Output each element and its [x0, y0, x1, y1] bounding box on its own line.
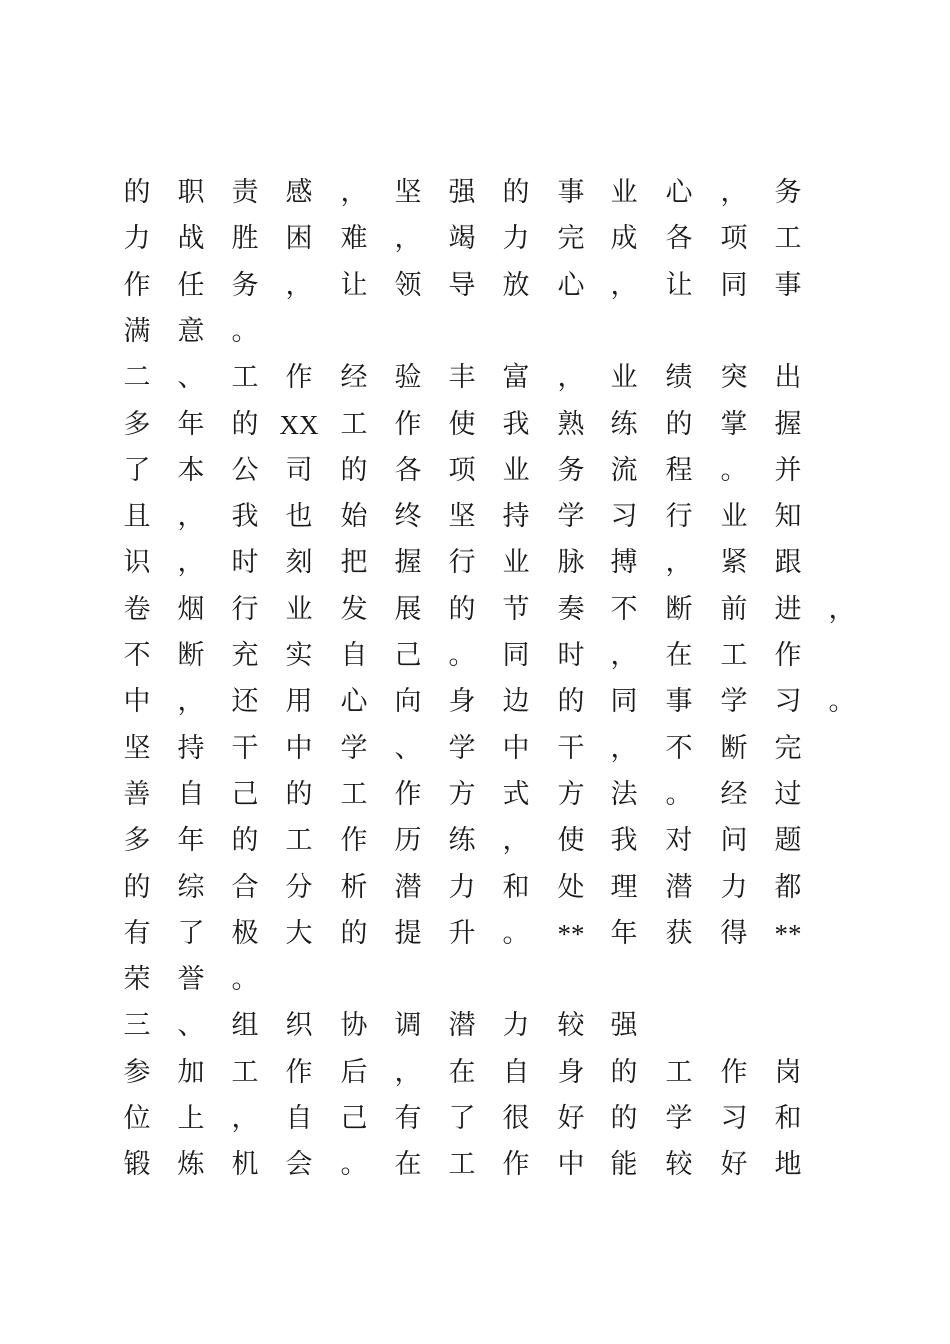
text-char: 练 — [448, 825, 476, 857]
text-char: 力 — [502, 223, 530, 255]
text-char: 较 — [665, 1149, 693, 1181]
text-char: 问 — [720, 825, 748, 857]
text-char: 烟 — [177, 593, 205, 625]
text-line — [0, 865, 950, 911]
text-char: 领 — [394, 269, 422, 301]
text-char: 让 — [340, 269, 368, 301]
text-char: 工 — [340, 778, 368, 810]
text-char: 不 — [610, 593, 638, 625]
text-char: 司 — [285, 454, 313, 486]
text-char: 的 — [610, 1103, 638, 1134]
text-char: 能 — [610, 1149, 638, 1181]
text-line — [0, 1050, 950, 1096]
text-char: 誉 — [177, 964, 205, 996]
text-char: 验 — [394, 362, 422, 394]
text-line — [0, 355, 950, 401]
text-char: 干 — [557, 732, 585, 764]
text-char: 掌 — [720, 408, 748, 440]
text-char: 作 — [285, 1056, 313, 1088]
text-line — [0, 263, 950, 309]
text-char: 本 — [177, 454, 205, 486]
text-char: 出 — [774, 362, 802, 394]
text-char: 导 — [448, 269, 476, 301]
text-char: ， — [285, 269, 313, 301]
text-char: 各 — [394, 454, 422, 486]
text-char: 的 — [123, 177, 151, 208]
text-char: 力 — [720, 871, 748, 903]
text-char: ， — [557, 362, 585, 394]
text-char: 同 — [720, 269, 748, 301]
text-char: ， — [720, 177, 748, 208]
text-char: 。 — [231, 964, 259, 996]
text-char: 组 — [231, 1010, 259, 1042]
text-char: 完 — [774, 732, 802, 764]
text-char: 握 — [394, 547, 422, 579]
text-char: 的 — [448, 593, 476, 625]
text-char: 心 — [665, 177, 693, 208]
text-char: 工 — [665, 1056, 693, 1088]
text-char: 展 — [394, 593, 422, 625]
text-char: 了 — [123, 454, 151, 486]
text-char: 紧 — [720, 547, 748, 579]
text-line — [0, 1142, 950, 1188]
text-char: 卷 — [123, 593, 151, 625]
text-char: ， — [177, 686, 205, 718]
text-char: 很 — [502, 1103, 530, 1134]
text-char: 、 — [394, 732, 422, 764]
text-char: ， — [340, 177, 368, 208]
text-char: 的 — [610, 1056, 638, 1088]
text-char: ， — [177, 547, 205, 579]
text-char: 知 — [774, 501, 802, 533]
text-char: 发 — [340, 593, 368, 625]
text-char: 作 — [394, 408, 422, 440]
text-char: 搏 — [610, 547, 638, 579]
text-char: 工 — [720, 640, 748, 671]
text-line — [0, 957, 950, 1003]
text-char: 分 — [285, 871, 313, 903]
text-char: 了 — [177, 917, 205, 949]
text-char: 地 — [774, 1149, 802, 1181]
text-char: 向 — [394, 686, 422, 718]
text-line — [0, 1003, 950, 1049]
text-char: 合 — [231, 871, 259, 903]
text-char: 机 — [231, 1149, 259, 1181]
text-char: 的 — [285, 778, 313, 810]
text-char: 学 — [340, 732, 368, 764]
text-char: 多 — [123, 825, 151, 857]
text-char: ** — [557, 918, 585, 949]
text-char: 的 — [665, 408, 693, 440]
text-char: 的 — [557, 686, 585, 718]
text-char: 身 — [557, 1056, 585, 1088]
text-char: 过 — [774, 778, 802, 810]
text-char: 成 — [610, 223, 638, 255]
text-line — [0, 448, 950, 494]
text-char: 织 — [285, 1010, 313, 1042]
text-char: 工 — [231, 1056, 259, 1088]
text-char: 善 — [123, 778, 151, 810]
text-char: 潜 — [394, 871, 422, 903]
text-char: ， — [177, 501, 205, 533]
text-char: 己 — [394, 640, 422, 671]
text-char: 自 — [177, 778, 205, 810]
text-char: 习 — [774, 686, 802, 718]
text-char: 意 — [177, 315, 205, 347]
text-char: 学 — [665, 1103, 693, 1134]
text-char: 也 — [285, 501, 313, 533]
text-char: 锻 — [123, 1149, 151, 1181]
text-char: 自 — [340, 640, 368, 671]
text-char: 式 — [502, 778, 530, 810]
text-char: 熟 — [557, 408, 585, 440]
text-char: 干 — [231, 732, 259, 764]
text-char: 参 — [123, 1056, 151, 1088]
text-char: 使 — [448, 408, 476, 440]
text-char: 胜 — [231, 223, 259, 255]
text-char: 处 — [557, 871, 585, 903]
text-char: 自 — [285, 1103, 313, 1134]
text-line — [0, 494, 950, 540]
text-char: 务 — [774, 177, 802, 208]
text-char: 工 — [340, 408, 368, 440]
text-char: 坚 — [394, 177, 422, 208]
text-char: 极 — [231, 917, 259, 949]
text-char: 坚 — [123, 732, 151, 764]
text-char: 的 — [123, 871, 151, 903]
text-char: 后 — [340, 1056, 368, 1088]
text-char: 。 — [828, 686, 856, 718]
text-char: 职 — [177, 177, 205, 208]
text-char: 了 — [448, 1103, 476, 1134]
text-char: 我 — [502, 408, 530, 440]
text-char: 项 — [720, 223, 748, 255]
text-char: 丰 — [448, 362, 476, 394]
text-char: 、 — [177, 362, 205, 394]
text-char: 经 — [720, 778, 748, 810]
text-char: 我 — [610, 825, 638, 857]
text-char: 炼 — [177, 1149, 205, 1181]
text-char: 学 — [557, 501, 585, 533]
text-char: 时 — [231, 547, 259, 579]
text-char: ， — [394, 223, 422, 255]
text-char: 的 — [231, 825, 259, 857]
text-char: ， — [502, 825, 530, 857]
text-char: 各 — [665, 223, 693, 255]
text-char: 同 — [610, 686, 638, 718]
text-char: 学 — [720, 686, 748, 718]
text-char: 业 — [502, 547, 530, 579]
text-char: 程 — [665, 454, 693, 486]
text-char: 使 — [557, 825, 585, 857]
text-line — [0, 540, 950, 586]
text-char: 持 — [177, 732, 205, 764]
text-char: 力 — [123, 223, 151, 255]
text-char: 上 — [177, 1103, 205, 1134]
text-char: XX — [279, 409, 319, 440]
text-char: 习 — [610, 501, 638, 533]
text-char: 有 — [123, 917, 151, 949]
text-char: 较 — [557, 1010, 585, 1042]
text-char: 奏 — [557, 593, 585, 625]
text-char: 作 — [123, 269, 151, 301]
text-char: 断 — [665, 593, 693, 625]
text-char: 多 — [123, 408, 151, 440]
text-char: 刻 — [285, 547, 313, 579]
text-char: 务 — [557, 454, 585, 486]
text-char: 业 — [285, 593, 313, 625]
text-char: 己 — [340, 1103, 368, 1134]
text-char: 识 — [123, 547, 151, 579]
text-char: 在 — [448, 1056, 476, 1088]
text-char: 公 — [231, 454, 259, 486]
text-char: 己 — [231, 778, 259, 810]
text-line — [0, 726, 950, 772]
text-char: 工 — [448, 1149, 476, 1181]
text-char: 边 — [502, 686, 530, 718]
text-char: 年 — [177, 825, 205, 857]
text-line — [0, 772, 950, 818]
text-char: 强 — [448, 177, 476, 208]
text-char: 力 — [448, 871, 476, 903]
text-char: 在 — [394, 1149, 422, 1181]
text-char: 年 — [610, 917, 638, 949]
text-char: 自 — [502, 1056, 530, 1088]
text-char: 的 — [231, 408, 259, 440]
text-char: 断 — [177, 640, 205, 671]
text-char: 不 — [665, 732, 693, 764]
text-char: ， — [610, 732, 638, 764]
text-char: 跟 — [774, 547, 802, 579]
text-char: 作 — [340, 825, 368, 857]
text-char: 。 — [231, 315, 259, 347]
text-char: 实 — [285, 640, 313, 671]
text-char: 。 — [502, 917, 530, 949]
text-char: 理 — [610, 871, 638, 903]
text-char: 得 — [720, 917, 748, 949]
text-line — [0, 911, 950, 957]
text-char: 习 — [720, 1103, 748, 1134]
text-char: 都 — [774, 871, 802, 903]
text-char: 事 — [774, 269, 802, 301]
text-char: 事 — [665, 686, 693, 718]
text-char: 潜 — [448, 1010, 476, 1042]
text-char: 会 — [285, 1149, 313, 1181]
text-char: 竭 — [448, 223, 476, 255]
text-char: 好 — [720, 1149, 748, 1181]
text-char: 项 — [448, 454, 476, 486]
text-char: 在 — [665, 640, 693, 671]
text-char: 好 — [557, 1103, 585, 1134]
text-char: ， — [231, 1103, 259, 1134]
text-char: 坚 — [448, 501, 476, 533]
text-char: 大 — [285, 917, 313, 949]
text-char: 富 — [502, 362, 530, 394]
text-char: ** — [774, 918, 802, 949]
text-char: 并 — [774, 454, 802, 486]
text-char: 握 — [774, 408, 802, 440]
text-char: 行 — [448, 547, 476, 579]
text-char: 和 — [502, 871, 530, 903]
text-char: 年 — [177, 408, 205, 440]
text-char: 行 — [231, 593, 259, 625]
text-char: 让 — [665, 269, 693, 301]
text-char: 中 — [123, 686, 151, 718]
text-char: 综 — [177, 871, 205, 903]
text-char: 中 — [502, 732, 530, 764]
text-char: ， — [665, 547, 693, 579]
text-char: 心 — [340, 686, 368, 718]
text-char: 作 — [502, 1149, 530, 1181]
text-char: 作 — [285, 362, 313, 394]
text-line — [0, 309, 950, 355]
text-char: 历 — [394, 825, 422, 857]
text-char: 。 — [340, 1149, 368, 1181]
text-char: 和 — [774, 1103, 802, 1134]
text-char: ， — [610, 269, 638, 301]
text-char: 获 — [665, 917, 693, 949]
text-line — [0, 216, 950, 262]
text-char: 绩 — [665, 362, 693, 394]
text-char: 务 — [231, 269, 259, 301]
text-char: 不 — [123, 640, 151, 671]
text-char: 方 — [557, 778, 585, 810]
text-char: 中 — [285, 732, 313, 764]
text-char: 行 — [665, 501, 693, 533]
text-char: 困 — [285, 223, 313, 255]
text-char: ， — [394, 1056, 422, 1088]
text-char: 始 — [340, 501, 368, 533]
text-char: 。 — [448, 640, 476, 671]
text-line — [0, 170, 950, 216]
text-line — [0, 587, 950, 633]
text-char: 潜 — [665, 871, 693, 903]
text-line — [0, 1096, 950, 1142]
text-char: 时 — [557, 640, 585, 671]
text-char: 还 — [231, 686, 259, 718]
text-char: 持 — [502, 501, 530, 533]
text-char: 对 — [665, 825, 693, 857]
text-char: 加 — [177, 1056, 205, 1088]
text-line — [0, 402, 950, 448]
text-char: 升 — [448, 917, 476, 949]
text-char: 。 — [720, 454, 748, 486]
text-char: 突 — [720, 362, 748, 394]
text-char: 完 — [557, 223, 585, 255]
text-char: 。 — [665, 778, 693, 810]
text-char: 作 — [394, 778, 422, 810]
text-char: 业 — [502, 454, 530, 486]
text-char: 、 — [177, 1010, 205, 1042]
text-char: 荣 — [123, 964, 151, 996]
text-char: 工 — [774, 223, 802, 255]
text-char: 工 — [285, 825, 313, 857]
text-char: 业 — [720, 501, 748, 533]
text-char: 的 — [340, 917, 368, 949]
text-char: 学 — [448, 732, 476, 764]
text-char: 进 — [774, 593, 802, 625]
text-char: 经 — [340, 362, 368, 394]
text-char: 把 — [340, 547, 368, 579]
text-char: 的 — [502, 177, 530, 208]
text-char: 任 — [177, 269, 205, 301]
text-char: 事 — [557, 177, 585, 208]
text-line — [0, 633, 950, 679]
text-char: 放 — [502, 269, 530, 301]
text-char: 题 — [774, 825, 802, 857]
text-char: 作 — [774, 640, 802, 671]
text-char: 作 — [720, 1056, 748, 1088]
text-char: 满 — [123, 315, 151, 347]
text-char: 我 — [231, 501, 259, 533]
text-char: 三 — [123, 1010, 151, 1042]
text-char: 的 — [340, 454, 368, 486]
text-char: 流 — [610, 454, 638, 486]
text-char: 提 — [394, 917, 422, 949]
text-char: 业 — [610, 177, 638, 208]
text-char: 身 — [448, 686, 476, 718]
text-char: 心 — [557, 269, 585, 301]
text-char: 且 — [123, 501, 151, 533]
text-char: 脉 — [557, 547, 585, 579]
text-char: 充 — [231, 640, 259, 671]
text-char: 前 — [720, 593, 748, 625]
text-char: 用 — [285, 686, 313, 718]
text-char: 析 — [340, 871, 368, 903]
text-char: ， — [610, 640, 638, 671]
text-char: 法 — [610, 778, 638, 810]
text-char: 强 — [610, 1010, 638, 1042]
text-char: 工 — [231, 362, 259, 394]
text-char: 责 — [231, 177, 259, 208]
text-char: 难 — [340, 223, 368, 255]
text-char: 战 — [177, 223, 205, 255]
text-char: 力 — [502, 1010, 530, 1042]
text-char: 业 — [610, 362, 638, 394]
text-char: 中 — [557, 1149, 585, 1181]
text-char: 方 — [448, 778, 476, 810]
text-char: 位 — [123, 1103, 151, 1134]
text-line — [0, 818, 950, 864]
text-char: ， — [828, 593, 856, 625]
text-char: 协 — [340, 1010, 368, 1042]
text-char: 二 — [123, 362, 151, 394]
text-char: 终 — [394, 501, 422, 533]
text-char: 节 — [502, 593, 530, 625]
text-char: 同 — [502, 640, 530, 671]
text-char: 断 — [720, 732, 748, 764]
text-char: 调 — [394, 1010, 422, 1042]
text-char: 岗 — [774, 1056, 802, 1088]
text-char: 练 — [610, 408, 638, 440]
text-char: 有 — [394, 1103, 422, 1134]
text-line — [0, 679, 950, 725]
text-char: 感 — [285, 177, 313, 208]
